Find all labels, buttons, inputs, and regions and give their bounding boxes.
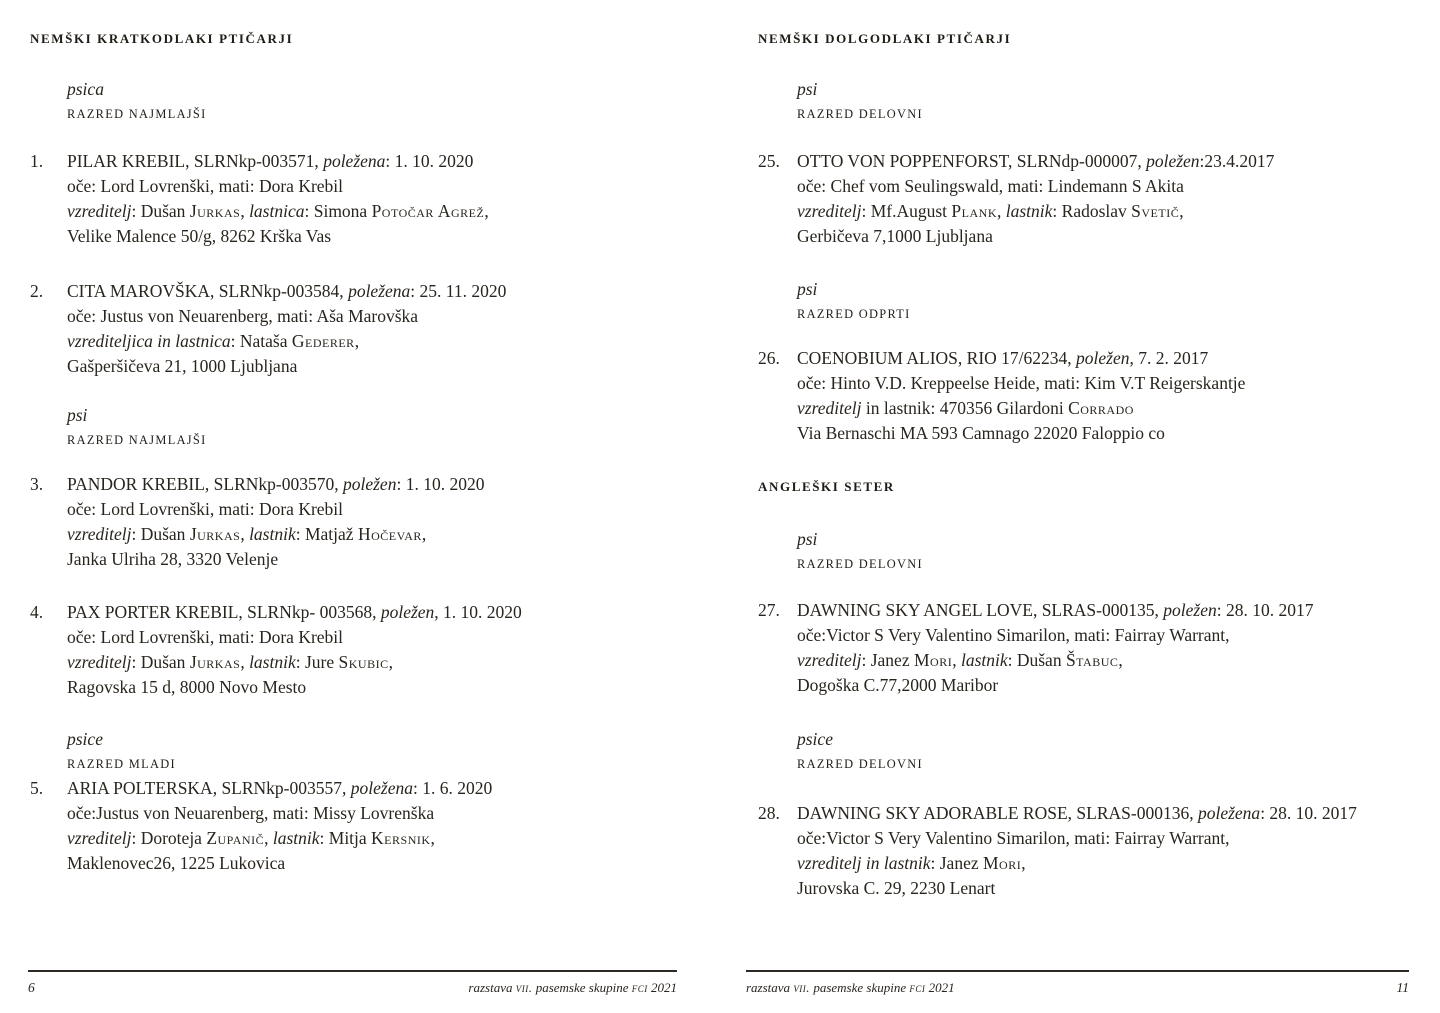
text-segment: Janka Ulriha 28, 3320 Velenje — [67, 549, 279, 569]
entry-lines — [67, 279, 677, 379]
text-segment: , — [430, 828, 435, 848]
text-segment: poležen — [380, 602, 435, 622]
entry-line — [797, 851, 1409, 876]
class-group-header — [797, 726, 923, 772]
text-segment: Jurkas — [189, 652, 241, 672]
entry-number: 1. — [30, 151, 44, 171]
right-page-content — [746, 0, 1409, 1013]
entry-line — [67, 675, 677, 700]
sex-label: psica — [67, 79, 104, 99]
text-segment: : Mitja — [319, 828, 372, 848]
text-segment: ARIA POLTERSKA, SLRNkp-003557, — [67, 778, 351, 798]
text-segment: : Dušan — [1007, 650, 1066, 670]
text-segment: : Mf.August — [861, 201, 952, 221]
text-segment: : Matjaž — [295, 524, 358, 544]
entry-lines — [797, 149, 1409, 249]
catalog-entry — [746, 149, 1409, 249]
text-segment: oče: Lord Lovrenški, mati: Dora Krebil — [67, 176, 344, 196]
entry-line — [797, 673, 1409, 698]
text-segment: vzreditelj — [67, 201, 132, 221]
text-segment: lastnik — [249, 652, 296, 672]
catalog-entry — [746, 598, 1409, 698]
text-segment: Svetič — [1131, 201, 1180, 221]
text-segment: poležen — [1146, 151, 1200, 171]
entry-lines — [67, 149, 677, 249]
text-segment: oče: Chef vom Seulingswald, mati: Lindemann S Akita — [797, 176, 1184, 196]
class-label: RAZRED ODPRTI — [797, 307, 911, 321]
text-segment: vzreditelj — [67, 524, 132, 544]
entry-line — [797, 346, 1409, 371]
text-segment: : Radoslav — [1052, 201, 1132, 221]
text-segment: poležena — [323, 151, 386, 171]
text-segment: : Nataša — [230, 331, 292, 351]
text-segment: : 1. 10. 2020 — [385, 151, 474, 171]
breed-section-header: ANGLEŠKI SETER — [758, 479, 895, 494]
text-segment: 2021 — [925, 980, 955, 995]
text-segment: poležena — [1197, 803, 1261, 823]
class-group-header — [797, 526, 923, 572]
text-segment: Plank — [951, 201, 997, 221]
entry-line — [67, 199, 677, 224]
entry-number: 26. — [758, 348, 780, 368]
entry-number: 2. — [30, 281, 44, 301]
text-segment: oče: Lord Lovrenški, mati: Dora Krebil — [67, 499, 344, 519]
text-segment: PAX PORTER KREBIL, SLRNkp- 003568, — [67, 602, 381, 622]
text-segment: lastnik — [272, 828, 320, 848]
text-segment: oče: Hinto V.D. Kreppeelse Heide, mati: Kim V.T Reigerskantje — [797, 373, 1246, 393]
text-segment: , — [240, 524, 250, 544]
text-segment: 2021 — [647, 980, 677, 995]
text-segment: DAWNING SKY ANGEL LOVE, SLRAS-000135, — [797, 600, 1164, 620]
entry-line — [797, 396, 1409, 421]
text-segment: Dogoška C.77,2000 Maribor — [797, 675, 999, 695]
text-segment: PILAR KREBIL, SLRNkp-003571, — [67, 151, 324, 171]
entry-lines — [67, 472, 677, 572]
text-segment: poležen — [1163, 600, 1217, 620]
entry-line — [67, 224, 677, 249]
text-segment: CITA MAROVŠKA, SLRNkp-003584, — [67, 281, 349, 301]
sex-label: psi — [797, 79, 818, 99]
class-label: RAZRED NAJMLAJŠI — [67, 433, 207, 447]
entry-lines — [67, 600, 677, 700]
entry-number: 25. — [758, 151, 780, 171]
text-segment: Mori — [913, 650, 953, 670]
catalog-entry — [746, 801, 1409, 901]
entry-line — [67, 304, 677, 329]
entry-line — [797, 801, 1409, 826]
sex-label: psi — [67, 405, 88, 425]
text-segment: vzrediteljica in lastnica — [67, 331, 231, 351]
text-segment: , — [1118, 650, 1123, 670]
entry-line — [67, 522, 677, 547]
entry-line — [67, 354, 677, 379]
right-page — [746, 0, 1409, 1013]
text-segment: razstava — [746, 980, 794, 995]
entry-line — [797, 224, 1409, 249]
text-segment: PANDOR KREBIL, SLRNkp-003570, — [67, 474, 343, 494]
text-segment: , 1. 10. 2020 — [434, 602, 522, 622]
text-segment: Via Bernaschi MA 593 Camnago 22020 Faloppio co — [797, 423, 1165, 443]
text-segment: : Dušan — [131, 524, 190, 544]
text-segment: vzreditelj — [797, 201, 862, 221]
entry-line — [67, 826, 677, 851]
text-segment: Mori — [982, 853, 1022, 873]
entry-line — [797, 598, 1409, 623]
left-page-content — [28, 0, 677, 1013]
page-number: 11 — [1396, 980, 1409, 995]
text-segment: oče: Lord Lovrenški, mati: Dora Krebil — [67, 627, 344, 647]
sex-label: psice — [797, 729, 833, 749]
text-segment: :23.4.2017 — [1199, 151, 1275, 171]
entry-lines — [67, 776, 677, 876]
entry-line — [797, 149, 1409, 174]
class-group-header — [797, 76, 923, 122]
text-segment: , — [264, 828, 273, 848]
entry-line — [797, 421, 1409, 446]
entry-line — [67, 600, 677, 625]
right-page-footer — [746, 970, 1409, 995]
text-segment: Skubic — [338, 652, 389, 672]
text-segment: vzreditelj — [67, 828, 132, 848]
text-segment: : 1. 6. 2020 — [412, 778, 493, 798]
entry-line — [797, 199, 1409, 224]
entry-line — [67, 625, 677, 650]
text-segment: Ragovska 15 d, 8000 Novo Mesto — [67, 677, 307, 697]
text-segment: : 1. 10. 2020 — [396, 474, 485, 494]
entry-lines — [797, 598, 1409, 698]
text-segment: : Doroteja — [131, 828, 207, 848]
text-segment: vzreditelj — [67, 652, 132, 672]
class-group-header — [67, 402, 207, 448]
entry-lines — [797, 346, 1409, 446]
text-segment: Zupanič — [206, 828, 265, 848]
text-segment: : Jure — [295, 652, 339, 672]
text-segment: : 25. 11. 2020 — [410, 281, 507, 301]
entry-number: 5. — [30, 778, 44, 798]
entry-line — [67, 149, 677, 174]
text-segment: Potočar Agrež — [371, 201, 485, 221]
text-segment: : 28. 10. 2017 — [1260, 803, 1357, 823]
text-segment: oče:Justus von Neuarenberg, mati: Missy Lovrenška — [67, 803, 435, 823]
text-segment: vii. — [515, 980, 533, 995]
entry-line — [67, 851, 677, 876]
text-segment: : Dušan — [131, 201, 190, 221]
text-segment: , — [952, 650, 961, 670]
text-segment: Kersnik — [371, 828, 431, 848]
entry-lines — [797, 801, 1409, 901]
entry-line — [797, 876, 1409, 901]
entry-line — [797, 174, 1409, 199]
class-label: RAZRED DELOVNI — [797, 757, 923, 771]
text-segment: poležena — [350, 778, 413, 798]
text-segment: , — [421, 524, 427, 544]
text-segment: Gašperšičeva 21, 1000 Ljubljana — [67, 356, 298, 376]
catalog-entry — [28, 776, 677, 876]
class-group-header — [797, 276, 911, 322]
entry-number: 4. — [30, 602, 44, 622]
text-segment: Štabuc — [1065, 650, 1119, 670]
text-segment: vzreditelj — [797, 650, 862, 670]
text-segment: Velike Malence 50/g, 8262 Krška Vas — [67, 226, 332, 246]
text-segment: : Janez — [861, 650, 914, 670]
text-segment: : Janez — [930, 853, 983, 873]
text-segment: , — [240, 201, 250, 221]
class-label: RAZRED MLADI — [67, 757, 176, 771]
text-segment: , — [1021, 853, 1026, 873]
text-segment: vzreditelj in lastnik — [797, 853, 931, 873]
left-page — [28, 0, 677, 1013]
text-segment: oče:Victor S Very Valentino Simarilon, mati: Fairray Warrant, — [797, 828, 1230, 848]
text-segment: , — [388, 652, 393, 672]
catalog-entry — [28, 600, 677, 700]
text-segment: Jurkas — [189, 524, 241, 544]
text-segment: fci — [909, 980, 926, 995]
left-page-footer — [28, 970, 677, 995]
text-segment: vzreditelj — [797, 398, 862, 418]
entry-number: 27. — [758, 600, 780, 620]
text-segment: pasemske skupine — [810, 980, 910, 995]
text-segment: pasemske skupine — [532, 980, 632, 995]
text-segment: lastnik — [249, 524, 296, 544]
text-segment: oče:Victor S Very Valentino Simarilon, mati: Fairray Warrant, — [797, 625, 1230, 645]
text-segment: Hočevar — [357, 524, 422, 544]
text-segment: DAWNING SKY ADORABLE ROSE, SLRAS-000136, — [797, 803, 1198, 823]
class-group-header — [67, 726, 176, 772]
entry-line — [67, 472, 677, 497]
text-segment: Jurovska C. 29, 2230 Lenart — [797, 878, 996, 898]
text-segment: Maklenovec26, 1225 Lukovica — [67, 853, 286, 873]
text-segment: poležen — [1076, 348, 1130, 368]
class-group-header — [67, 76, 207, 122]
text-segment: fci — [631, 980, 648, 995]
catalog-entry — [28, 149, 677, 249]
text-segment: , — [354, 331, 360, 351]
entry-line — [67, 776, 677, 801]
catalog-entry — [746, 346, 1409, 446]
entry-line — [797, 371, 1409, 396]
entry-line — [67, 650, 677, 675]
text-segment: : 28. 10. 2017 — [1216, 600, 1314, 620]
catalog-entry — [28, 472, 677, 572]
text-segment: OTTO VON POPPENFORST, SLRNdp-000007, — [797, 151, 1147, 171]
text-segment: lastnica — [249, 201, 305, 221]
text-segment: Gederer — [291, 331, 355, 351]
breed-section-header: NEMŠKI DOLGODLAKI PTIČARJI — [758, 31, 1012, 46]
text-segment: vii. — [793, 980, 811, 995]
text-segment: : Simona — [304, 201, 372, 221]
text-segment: poležena — [348, 281, 411, 301]
text-segment: oče: Justus von Neuarenberg, mati: Aša Marovška — [67, 306, 419, 326]
text-segment: razstava — [468, 980, 516, 995]
text-segment: Gerbičeva 7,1000 Ljubljana — [797, 226, 993, 246]
entry-line — [67, 497, 677, 522]
entry-number: 3. — [30, 474, 44, 494]
class-label: RAZRED DELOVNI — [797, 557, 923, 571]
page-number: 6 — [28, 980, 35, 995]
text-segment: lastnik — [960, 650, 1008, 670]
text-segment: Corrado — [1068, 398, 1134, 418]
entry-line — [797, 648, 1409, 673]
text-segment: , 7. 2. 2017 — [1129, 348, 1209, 368]
entry-line — [67, 279, 677, 304]
text-segment: , — [1179, 201, 1184, 221]
catalog-entry — [28, 279, 677, 379]
text-segment: : Dušan — [131, 652, 190, 672]
text-segment: , — [996, 201, 1006, 221]
text-segment: , — [240, 652, 250, 672]
text-segment: , — [484, 201, 489, 221]
sex-label: psi — [797, 529, 818, 549]
entry-line — [67, 329, 677, 354]
entry-line — [797, 826, 1409, 851]
text-segment: COENOBIUM ALIOS, RIO 17/62234, — [797, 348, 1077, 368]
text-segment: lastnik — [1005, 201, 1053, 221]
entry-line — [797, 623, 1409, 648]
sex-label: psice — [67, 729, 103, 749]
text-segment: in lastnik: 470356 Gilardoni — [861, 398, 1069, 418]
text-segment: Jurkas — [189, 201, 241, 221]
entry-line — [67, 801, 677, 826]
text-segment: poležen — [342, 474, 397, 494]
breed-section-header: NEMŠKI KRATKODLAKI PTIČARJI — [30, 31, 294, 46]
class-label: RAZRED NAJMLAJŠI — [67, 107, 207, 121]
sex-label: psi — [797, 279, 818, 299]
entry-line — [67, 547, 677, 572]
footer-caption — [468, 980, 677, 995]
entry-number: 28. — [758, 803, 780, 823]
footer-caption — [746, 980, 955, 995]
class-label: RAZRED DELOVNI — [797, 107, 923, 121]
entry-line — [67, 174, 677, 199]
